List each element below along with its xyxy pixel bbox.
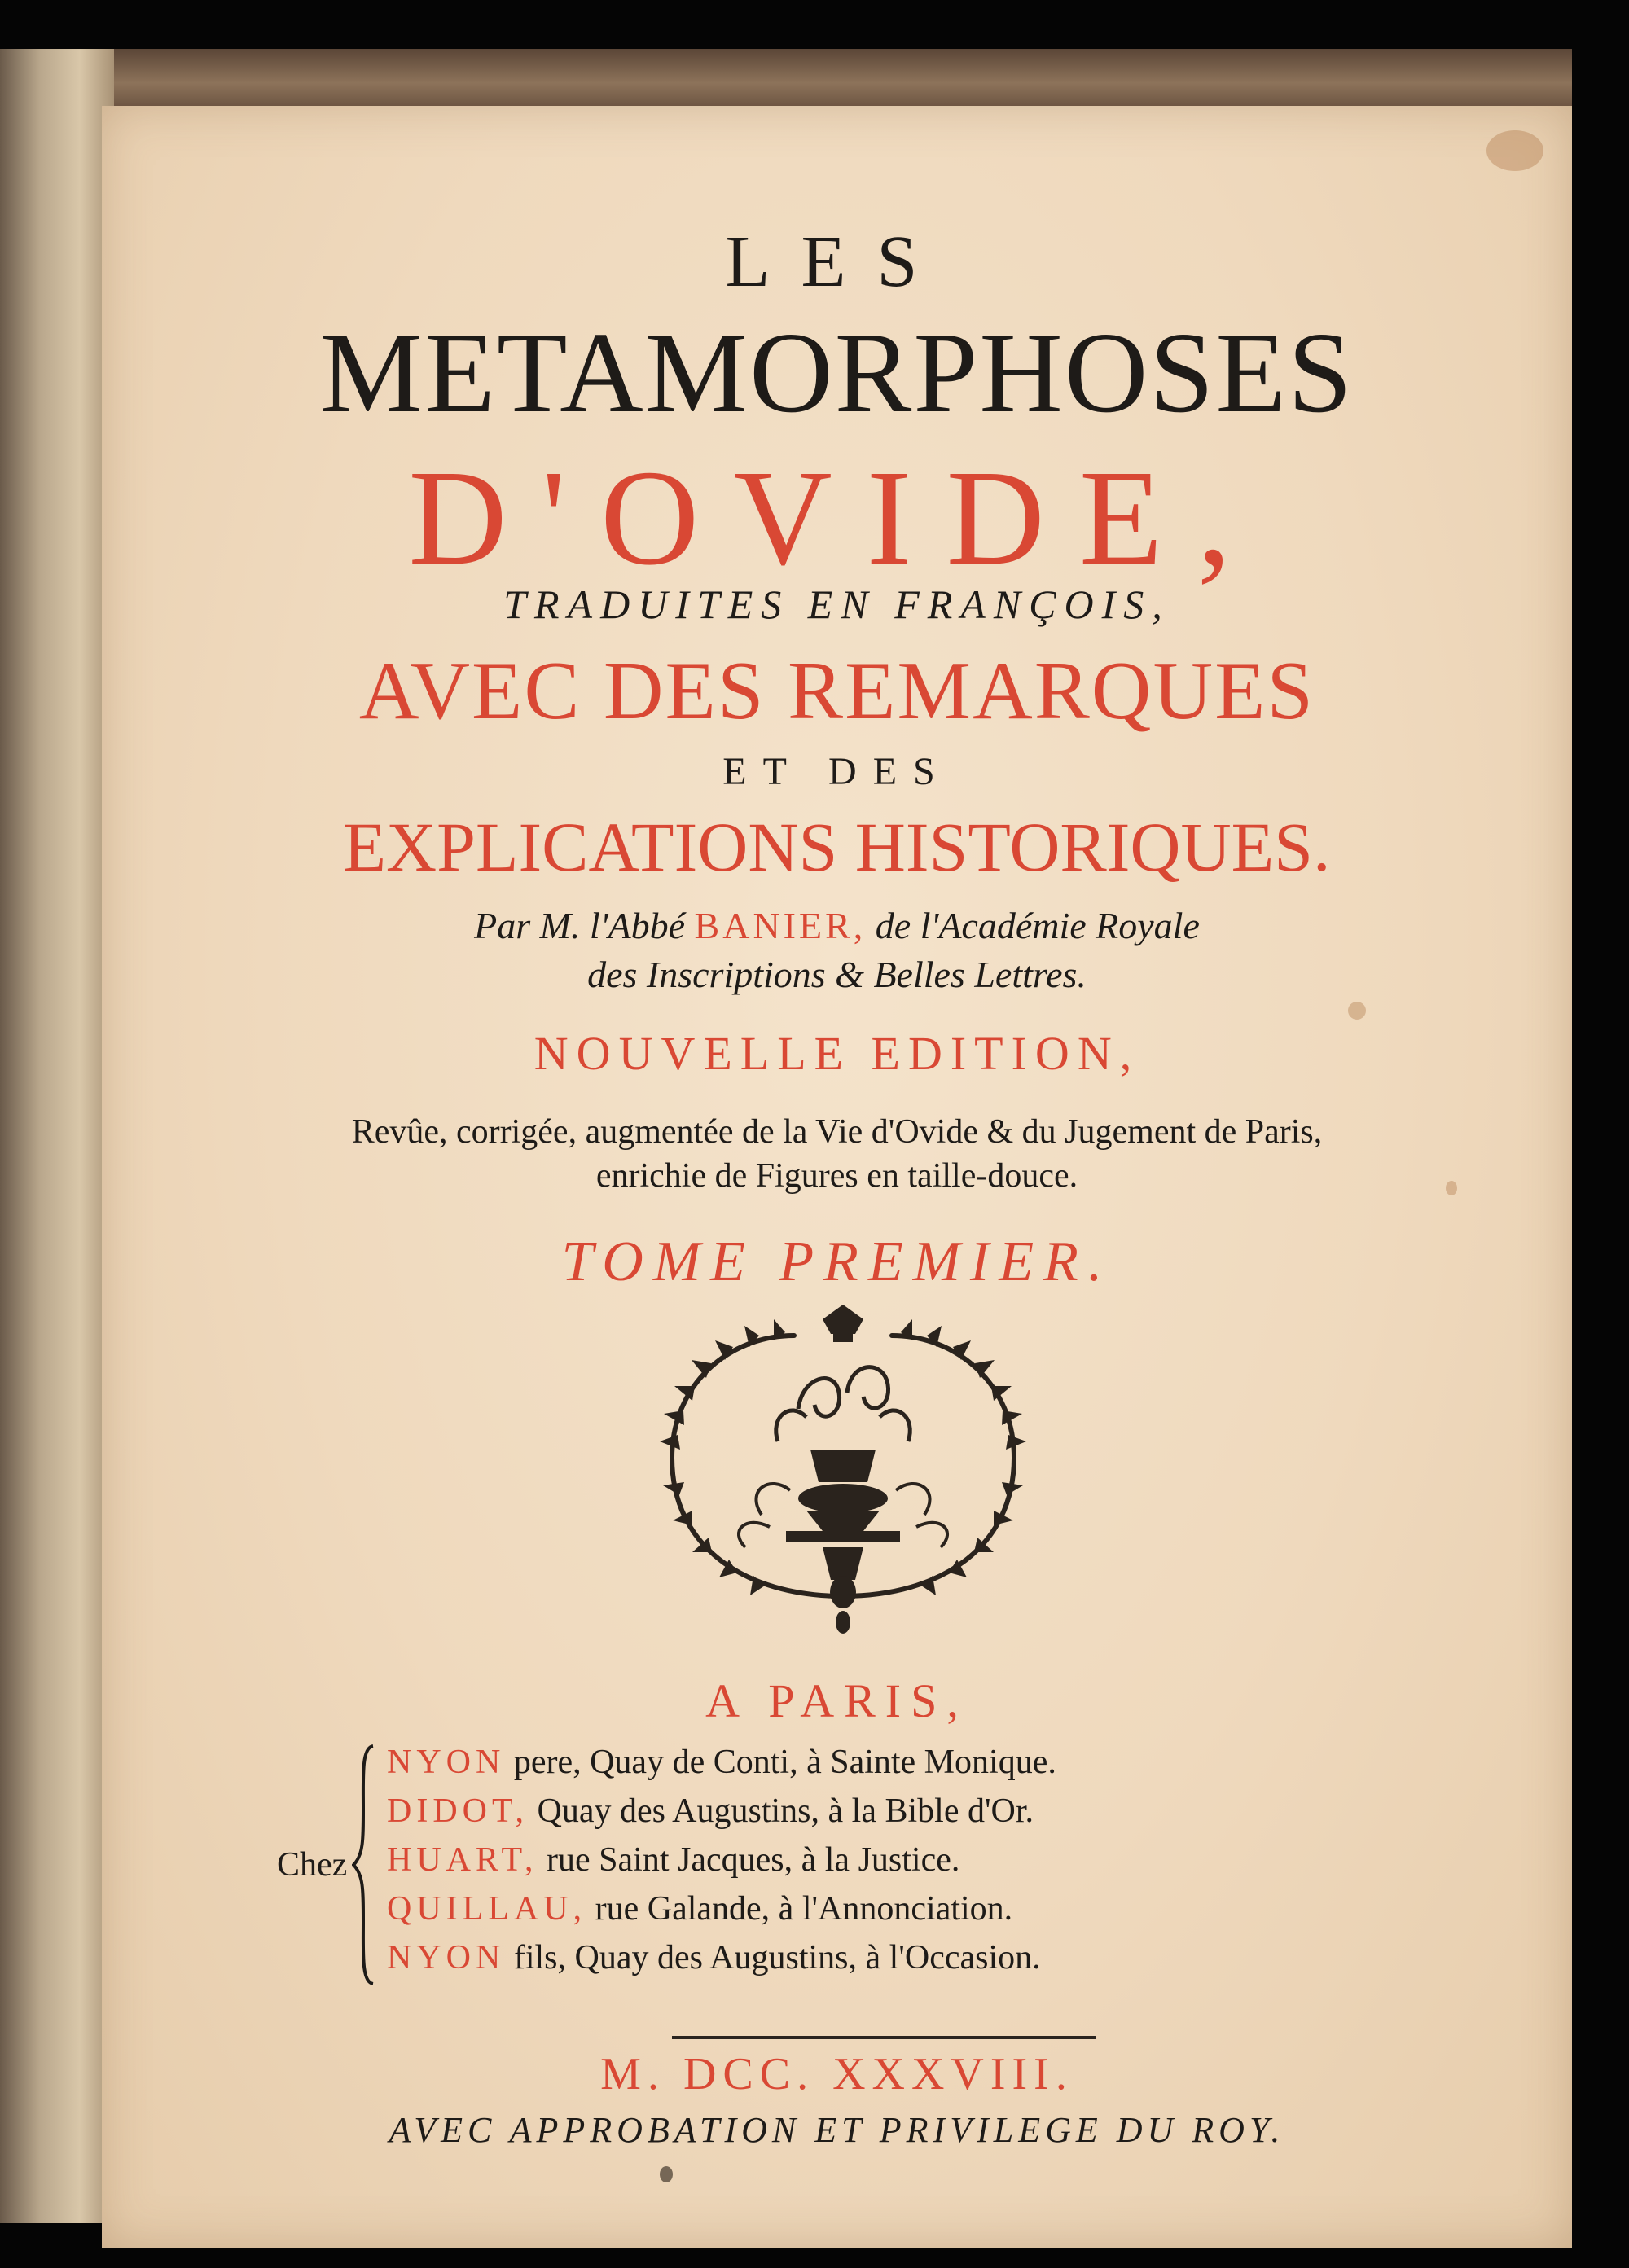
book-spine-binding [0,49,114,2223]
publisher-name: DIDOT, [387,1792,529,1830]
book-top-edge [0,49,1572,106]
publishers-block [277,1743,1417,2003]
publisher-line [387,1792,1034,1831]
publisher-line [387,1938,1041,1977]
publisher-address: pere, Quay de Conti, à Sainte Monique. [505,1744,1056,1781]
publisher-line [387,1743,1056,1782]
title-page [102,106,1572,2248]
imprint-approbation: AVEC APPROBATION ET PRIVILEGE DU ROY. [389,2110,1285,2150]
subtitle-explications: EXPLICATIONS HISTORIQUES. [343,808,1331,886]
edition-enrichie: enrichie de Figures en taille-douce. [595,1157,1078,1195]
chez-label: Chez [277,1846,348,1884]
ink-spot [660,2166,673,2182]
publisher-address: rue Galande, à l'Annonciation. [586,1890,1013,1928]
publisher-name: NYON [387,1939,506,1976]
publisher-name: NYON [387,1744,506,1781]
title-les: LES [725,222,949,302]
title-dovide: D'OVIDE, [408,442,1266,594]
subtitle-traduites: TRADUITES EN FRANÇOIS, [503,581,1170,627]
brace-icon [352,1743,376,1987]
publisher-address: fils, Quay des Augustins, à l'Occasion. [505,1939,1041,1976]
imprint-place: A PARIS, [705,1674,968,1727]
foxing-stain [1348,1002,1366,1020]
author-name: BANIER, [694,905,867,946]
publisher-name: QUILLAU, [387,1890,587,1928]
publisher-name: HUART, [387,1841,538,1879]
imprint-date: M. DCC. XXXVIII. [600,2049,1074,2099]
publisher-line [387,1889,1012,1928]
printers-ornament-vignette [648,1303,1038,1637]
title-metamorphoses: METAMORPHOSES [319,308,1355,436]
imprint-rule [672,2036,1096,2039]
author-line [102,904,1572,947]
tome-label: TOME PREMIER. [561,1231,1113,1293]
publisher-address: rue Saint Jacques, à la Justice. [538,1841,960,1879]
foxing-stain [1486,130,1543,171]
author-line-2: des Inscriptions & Belles Lettres. [587,954,1087,995]
author-par: Par M. l'Abbé [474,905,686,946]
publisher-line [387,1840,959,1880]
subtitle-et-des: ET DES [722,750,951,793]
edition-revue: Revûe, corrigée, augmentée de la Vie d'Ovide & du Jugement de Paris, [351,1113,1323,1151]
subtitle-avec-remarques: AVEC DES REMARQUES [358,645,1315,737]
author-academie: de l'Académie Royale [875,905,1200,946]
publisher-address: Quay des Augustins, à la Bible d'Or. [529,1792,1034,1830]
edition-heading: NOUVELLE EDITION, [533,1027,1140,1080]
